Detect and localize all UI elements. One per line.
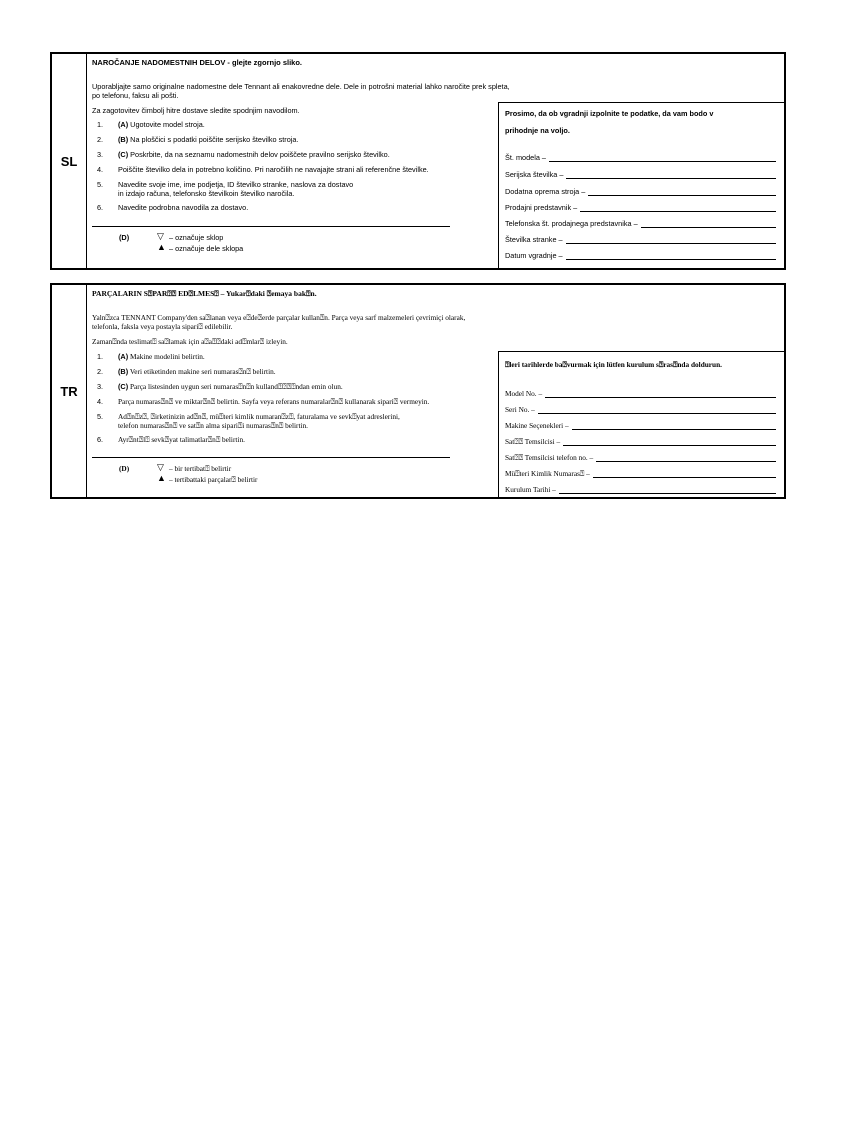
installation-info-box: [498, 102, 784, 268]
step-number: 6.: [97, 203, 104, 212]
assembly-triangle-icon: ▽: [157, 462, 164, 472]
legend-item: [119, 475, 339, 486]
legend-item: [119, 233, 339, 244]
field-model-number[interactable]: [505, 389, 776, 398]
language-code: SL: [52, 54, 87, 268]
field-serial-number[interactable]: [505, 405, 776, 414]
legend-item: [119, 464, 339, 475]
step-text: Na ploščici s podatki poiščite serijsko številko stroja.: [130, 135, 299, 144]
symbol-legend: [119, 233, 339, 255]
instructions-lead: Zaman⍰nda teslimat⍰ sa⍰lamak için a⍰a⍰⍰daki ad⍰mlar⍰ izleyin.: [92, 337, 288, 346]
info-heading: [505, 356, 780, 373]
legend-code: (D): [119, 233, 130, 242]
step-number: 3.: [97, 150, 104, 159]
step-item: [97, 135, 497, 150]
step-item: [97, 180, 497, 203]
installation-info-box: [498, 351, 784, 497]
fill-line[interactable]: [538, 407, 776, 414]
field-sales-rep-phone[interactable]: [505, 219, 776, 228]
step-item: [97, 397, 497, 412]
fill-line[interactable]: [572, 423, 776, 430]
fill-line[interactable]: [566, 253, 776, 260]
field-customer-number[interactable]: [505, 235, 776, 244]
step-item: [97, 382, 497, 397]
step-text: Ugotovite model stroja.: [130, 120, 205, 129]
divider: [92, 226, 450, 227]
field-sales-rep[interactable]: [505, 437, 776, 446]
divider: [92, 457, 450, 458]
symbol-legend: [119, 464, 339, 486]
fill-line[interactable]: [588, 189, 776, 196]
step-item: [97, 120, 497, 135]
step-text: Ad⍰n⍰z⍰, ⍰irketinizin ad⍰n⍰, mü⍰teri kimlik numaran⍰z⍰, faturalama ve sevk⍰yat adreslerini,: [118, 412, 400, 421]
step-item: [97, 435, 497, 450]
step-number: 1.: [97, 352, 104, 361]
step-text: telefon numaras⍰n⍰ ve sat⍰n alma sipari⍰i numaras⍰n⍰ belirtin.: [118, 421, 308, 430]
step-text: Poiščite številko dela in potrebno količino. Pri naročilih ne navajajte strani ali referenčne številke.: [118, 165, 429, 174]
step-code: (C): [118, 382, 129, 391]
step-item: [97, 203, 497, 218]
step-number: 2.: [97, 135, 104, 144]
info-heading: [505, 105, 780, 139]
part-filled-triangle-icon: ▲: [157, 473, 166, 483]
fill-line[interactable]: [593, 471, 776, 478]
step-text: Parça numaras⍰n⍰ ve miktar⍰n⍰ belirtin. Sayfa veya referans numaralar⍰n⍰ kullanarak sipari⍰ vermeyin.: [118, 397, 430, 406]
step-text: Parça listesinden uygun seri numaras⍰n⍰n kulland⍰⍰⍰⍰ndan emin olun.: [129, 382, 343, 391]
step-text: in izdajo računa, telefonsko številkoin številko naročila.: [118, 189, 295, 198]
intro-text: [92, 313, 592, 331]
parts-ordering-panel-sl: [50, 52, 786, 270]
step-number: 5.: [97, 412, 104, 421]
field-machine-options[interactable]: [505, 187, 776, 196]
fill-line[interactable]: [549, 155, 776, 162]
steps-list: [97, 352, 497, 450]
step-code: (A): [118, 120, 129, 129]
field-label: Kurulum Tarihi –: [505, 485, 556, 494]
fill-line[interactable]: [545, 391, 776, 398]
intro-text: [92, 82, 592, 100]
field-label: Datum vgradnje –: [505, 251, 563, 260]
fill-line[interactable]: [596, 455, 776, 462]
info-heading-line: ⍰leri tarihlerde ba⍰vurmak için lütfen kurulum s⍰ras⍰nda doldurun.: [505, 360, 722, 369]
step-code: (A): [118, 352, 129, 361]
field-install-date[interactable]: [505, 251, 776, 260]
step-text: Navedite podrobna navodila za dostavo.: [118, 203, 249, 212]
section-title: PARÇALARIN S⍰PAR⍰⍰ ED⍰LMES⍰ – Yukar⍰daki ⍰emaya bak⍰n.: [92, 289, 317, 298]
field-label: Št. modela –: [505, 153, 546, 162]
field-label: Prodajni predstavnik –: [505, 203, 578, 212]
fill-line[interactable]: [580, 205, 776, 212]
section-title: NAROČANJE NADOMESTNIH DELOV - glejte zgornjo sliko.: [92, 58, 303, 67]
field-label: Mü⍰teri Kimlik Numaras⍰ –: [505, 469, 590, 478]
field-sales-rep-phone[interactable]: [505, 453, 776, 462]
fill-line[interactable]: [566, 172, 776, 179]
field-model-number[interactable]: [505, 153, 776, 162]
field-sales-rep[interactable]: [505, 203, 776, 212]
field-label: Sat⍰⍰ Temsilcisi telefon no. –: [505, 453, 594, 462]
step-item: [97, 412, 497, 435]
step-code: (B): [118, 367, 129, 376]
step-item: [97, 367, 497, 382]
step-number: 1.: [97, 120, 104, 129]
field-serial-number[interactable]: [505, 170, 776, 179]
step-number: 4.: [97, 165, 104, 174]
field-label: Makine Seçenekleri –: [505, 421, 569, 430]
field-label: Številka stranke –: [505, 235, 563, 244]
field-label: Dodatna oprema stroja –: [505, 187, 586, 196]
field-label: Seri No. –: [505, 405, 535, 414]
intro-line: telefonla, faksla veya postayla sipari⍰ edilebilir.: [92, 322, 233, 331]
field-label: Sat⍰⍰ Temsilcisi –: [505, 437, 561, 446]
intro-line: Yaln⍰zca TENNANT Company'den sa⍰lanan veya e⍰de⍰erde parçalar kullan⍰n. Parça veya sarf malzemeleri çevrimiçi olarak,: [92, 313, 466, 322]
language-code: TR: [52, 285, 87, 497]
assembly-triangle-icon: ▽: [157, 231, 164, 241]
fill-line[interactable]: [566, 237, 776, 244]
fill-line[interactable]: [641, 221, 776, 228]
step-number: 6.: [97, 435, 104, 444]
parts-ordering-panel-tr: [50, 283, 786, 499]
legend-text: – označuje dele sklopa: [169, 244, 244, 253]
info-heading-line: Prosimo, da ob vgradnji izpolnite te podatke, da vam bodo v: [505, 109, 714, 118]
field-label: Telefonska št. prodajnega predstavnika –: [505, 219, 638, 228]
step-code: (B): [118, 135, 129, 144]
intro-line: po telefonu, faksu ali pošti.: [92, 91, 179, 100]
step-number: 2.: [97, 367, 104, 376]
intro-line: Uporabljajte samo originalne nadomestne dele Tennant ali enakovredne dele. Dele in potrošni material lahko naročite prek spleta,: [92, 82, 510, 91]
field-install-date[interactable]: [505, 485, 776, 494]
step-text: Navedite svoje ime, ime podjetja, ID številko stranke, naslova za dostavo: [118, 180, 354, 189]
legend-item: [119, 244, 339, 255]
step-text: Ayr⍰nt⍰l⍰ sevk⍰yat talimatlar⍰n⍰ belirtin.: [118, 435, 245, 444]
step-item: [97, 150, 497, 165]
instructions-lead: Za zagotovitev čimbolj hitre dostave sledite spodnjim navodilom.: [92, 106, 300, 115]
field-customer-number[interactable]: [505, 469, 776, 478]
step-text: Makine modelini belirtin.: [129, 352, 205, 361]
step-code: (C): [118, 150, 129, 159]
legend-text: – tertibattaki parçalar⍰ belirtir: [169, 475, 258, 484]
field-label: Serijska številka –: [505, 170, 564, 179]
field-label: Model No. –: [505, 389, 543, 398]
step-number: 3.: [97, 382, 104, 391]
step-number: 5.: [97, 180, 104, 189]
step-text: Veri etiketinden makine seri numaras⍰n⍰ belirtin.: [129, 367, 276, 376]
steps-list: [97, 120, 497, 218]
field-machine-options[interactable]: [505, 421, 776, 430]
fill-line[interactable]: [563, 439, 776, 446]
step-item: [97, 165, 497, 180]
step-item: [97, 352, 497, 367]
fill-line[interactable]: [559, 487, 776, 494]
step-text: Poskrbite, da na seznamu nadomestnih delov poiščete pravilno serijsko številko.: [130, 150, 390, 159]
part-filled-triangle-icon: ▲: [157, 242, 166, 252]
legend-text: – bir tertibat⍰ belirtir: [169, 464, 232, 473]
info-heading-line: prihodnje na voljo.: [505, 126, 570, 135]
legend-code: (D): [119, 464, 130, 473]
legend-text: – označuje sklop: [169, 233, 224, 242]
step-number: 4.: [97, 397, 104, 406]
